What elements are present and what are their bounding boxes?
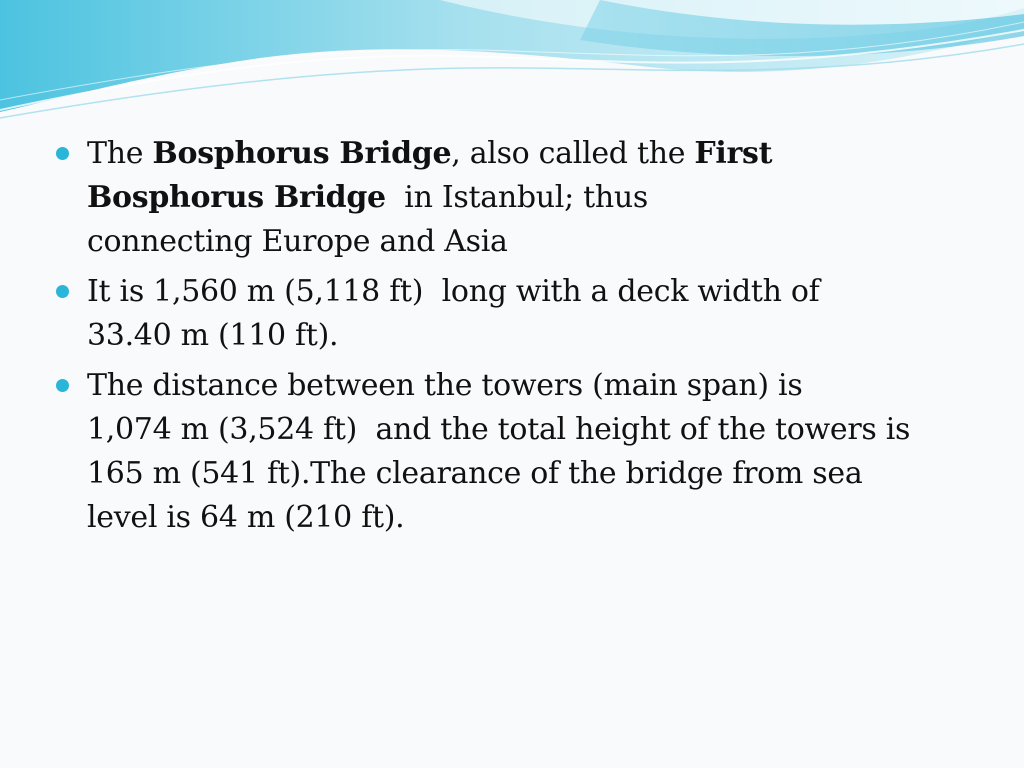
bullet-item-length: [55, 270, 955, 358]
wave-header-decoration: [0, 0, 1024, 120]
bullet-line: The Bosphorus Bridge, also called the First: [87, 136, 773, 171]
bullet-line: The distance between the towers (main span) is: [87, 368, 803, 403]
bullet-line: 165 m (541 ft).The clearance of the bridge from sea: [87, 456, 863, 491]
bullet-item-span-height: [55, 364, 955, 540]
bullet-line: 1,074 m (3,524 ft) and the total height of the towers is: [87, 412, 911, 447]
bold-term: First: [694, 136, 773, 171]
slide-body: [55, 132, 955, 546]
bullet-line: connecting Europe and Asia: [87, 224, 508, 259]
bold-term: Bosphorus Bridge: [152, 136, 452, 171]
bold-term: Bosphorus Bridge: [87, 180, 386, 215]
bullet-dot-icon: [56, 285, 69, 298]
bullet-list: [55, 132, 955, 540]
bullet-line: It is 1,560 m (5,118 ft) long with a deck width of: [87, 274, 820, 309]
bullet-item-bridge-name: [55, 132, 955, 264]
bullet-dot-icon: [56, 379, 69, 392]
bullet-line: 33.40 m (110 ft).: [87, 318, 339, 353]
bullet-line: Bosphorus Bridge in Istanbul; thus: [87, 180, 649, 215]
bullet-dot-icon: [56, 147, 69, 160]
bullet-line: level is 64 m (210 ft).: [87, 500, 405, 535]
